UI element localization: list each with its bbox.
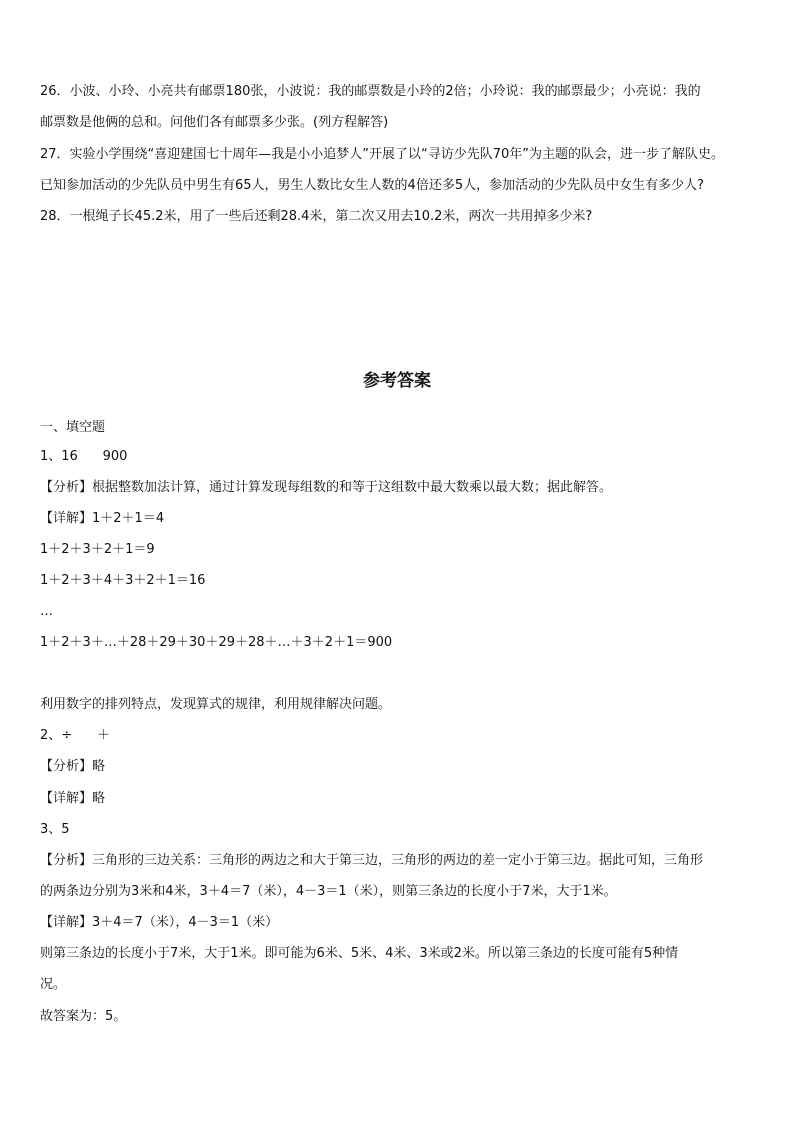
answer-3-analysis xyxy=(40,852,760,870)
detail-tag: 【详解】 xyxy=(40,511,93,526)
question-27-line-1: 27．实验小学围绕“喜迎建国七十周年—我是小小追梦人”开展了以“寻访少先队70年”为主题的队会，进一步了解队史。 xyxy=(40,147,725,162)
analysis-text: 三角形的三边关系：三角形的两边之和大于第三边，三角形的两边的差一定小于第三边。据此可知，三角形 xyxy=(92,853,704,868)
answer-1-label: 1、16 900 xyxy=(40,449,128,464)
answer-1-detail xyxy=(40,510,760,528)
answer-3-detail-3: 况。 xyxy=(40,977,67,992)
answer-3-conclusion: 故答案为：5。 xyxy=(40,1009,127,1024)
answer-1-line-4: 1＋2＋3＋…＋28＋29＋30＋29＋28＋…＋3＋2＋1＝900 xyxy=(40,635,393,650)
answer-3-detail-2: 则第三条边的长度小于7米，大于1米。即可能为6米、5米、4米、3米或2米。所以第三条边的长度可能有5种情 xyxy=(40,946,679,961)
question-26-line-1: 26．小波、小玲、小亮共有邮票180张，小波说：我的邮票数是小玲的2倍；小玲说：我的邮票最少；小亮说：我的 xyxy=(40,84,701,99)
analysis-text: 根据整数加法计算，通过计算发现每组数的和等于这组数中最大数乘以最大数；据此解答。 xyxy=(92,480,613,495)
answer-1-analysis xyxy=(40,479,760,497)
answer-1-summary: 利用数字的排列特点，发现算式的规律，利用规律解决问题。 xyxy=(40,697,392,712)
analysis-tag: 【分析】 xyxy=(40,480,93,495)
question-27-line-2: 已知参加活动的少先队员中男生有65人，男生人数比女生人数的4倍还多5人，参加活动的少先队员中女生有多少人? xyxy=(40,178,704,193)
answer-2-label: 2、÷ ＋ xyxy=(40,728,110,743)
answer-1-line-3: 1＋2＋3＋4＋3＋2＋1＝16 xyxy=(40,573,206,588)
detail-text: 略 xyxy=(92,791,106,806)
detail-text: 1＋2＋1＝4 xyxy=(92,511,165,526)
answer-2-analysis xyxy=(40,758,760,776)
answer-3-analysis-2: 的两条边分别为3米和4米，3＋4＝7（米），4－3＝1（米），则第三条边的长度小于7米，大于1米。 xyxy=(40,884,617,899)
answers-title: 参考答案 xyxy=(363,371,431,391)
answer-1-ellipsis: … xyxy=(40,604,53,619)
answer-3-detail xyxy=(40,914,760,932)
analysis-tag: 【分析】 xyxy=(40,853,93,868)
question-26-line-2: 邮票数是他俩的总和。问他们各有邮票多少张。(列方程解答) xyxy=(40,115,389,130)
detail-tag: 【详解】 xyxy=(40,915,93,930)
detail-text: 3＋4＝7（米），4－3＝1（米） xyxy=(92,915,279,930)
analysis-tag: 【分析】 xyxy=(40,759,93,774)
answer-1-line-2: 1＋2＋3＋2＋1＝9 xyxy=(40,542,155,557)
answer-2-detail xyxy=(40,790,760,808)
detail-tag: 【详解】 xyxy=(40,791,93,806)
question-28: 28．一根绳子长45.2米，用了一些后还剩28.4米，第二次又用去10.2米，两次一共用掉多少米? xyxy=(40,209,593,224)
answer-3-label: 3、5 xyxy=(40,822,70,837)
analysis-text: 略 xyxy=(92,759,106,774)
section-heading: 一、填空题 xyxy=(40,420,106,435)
